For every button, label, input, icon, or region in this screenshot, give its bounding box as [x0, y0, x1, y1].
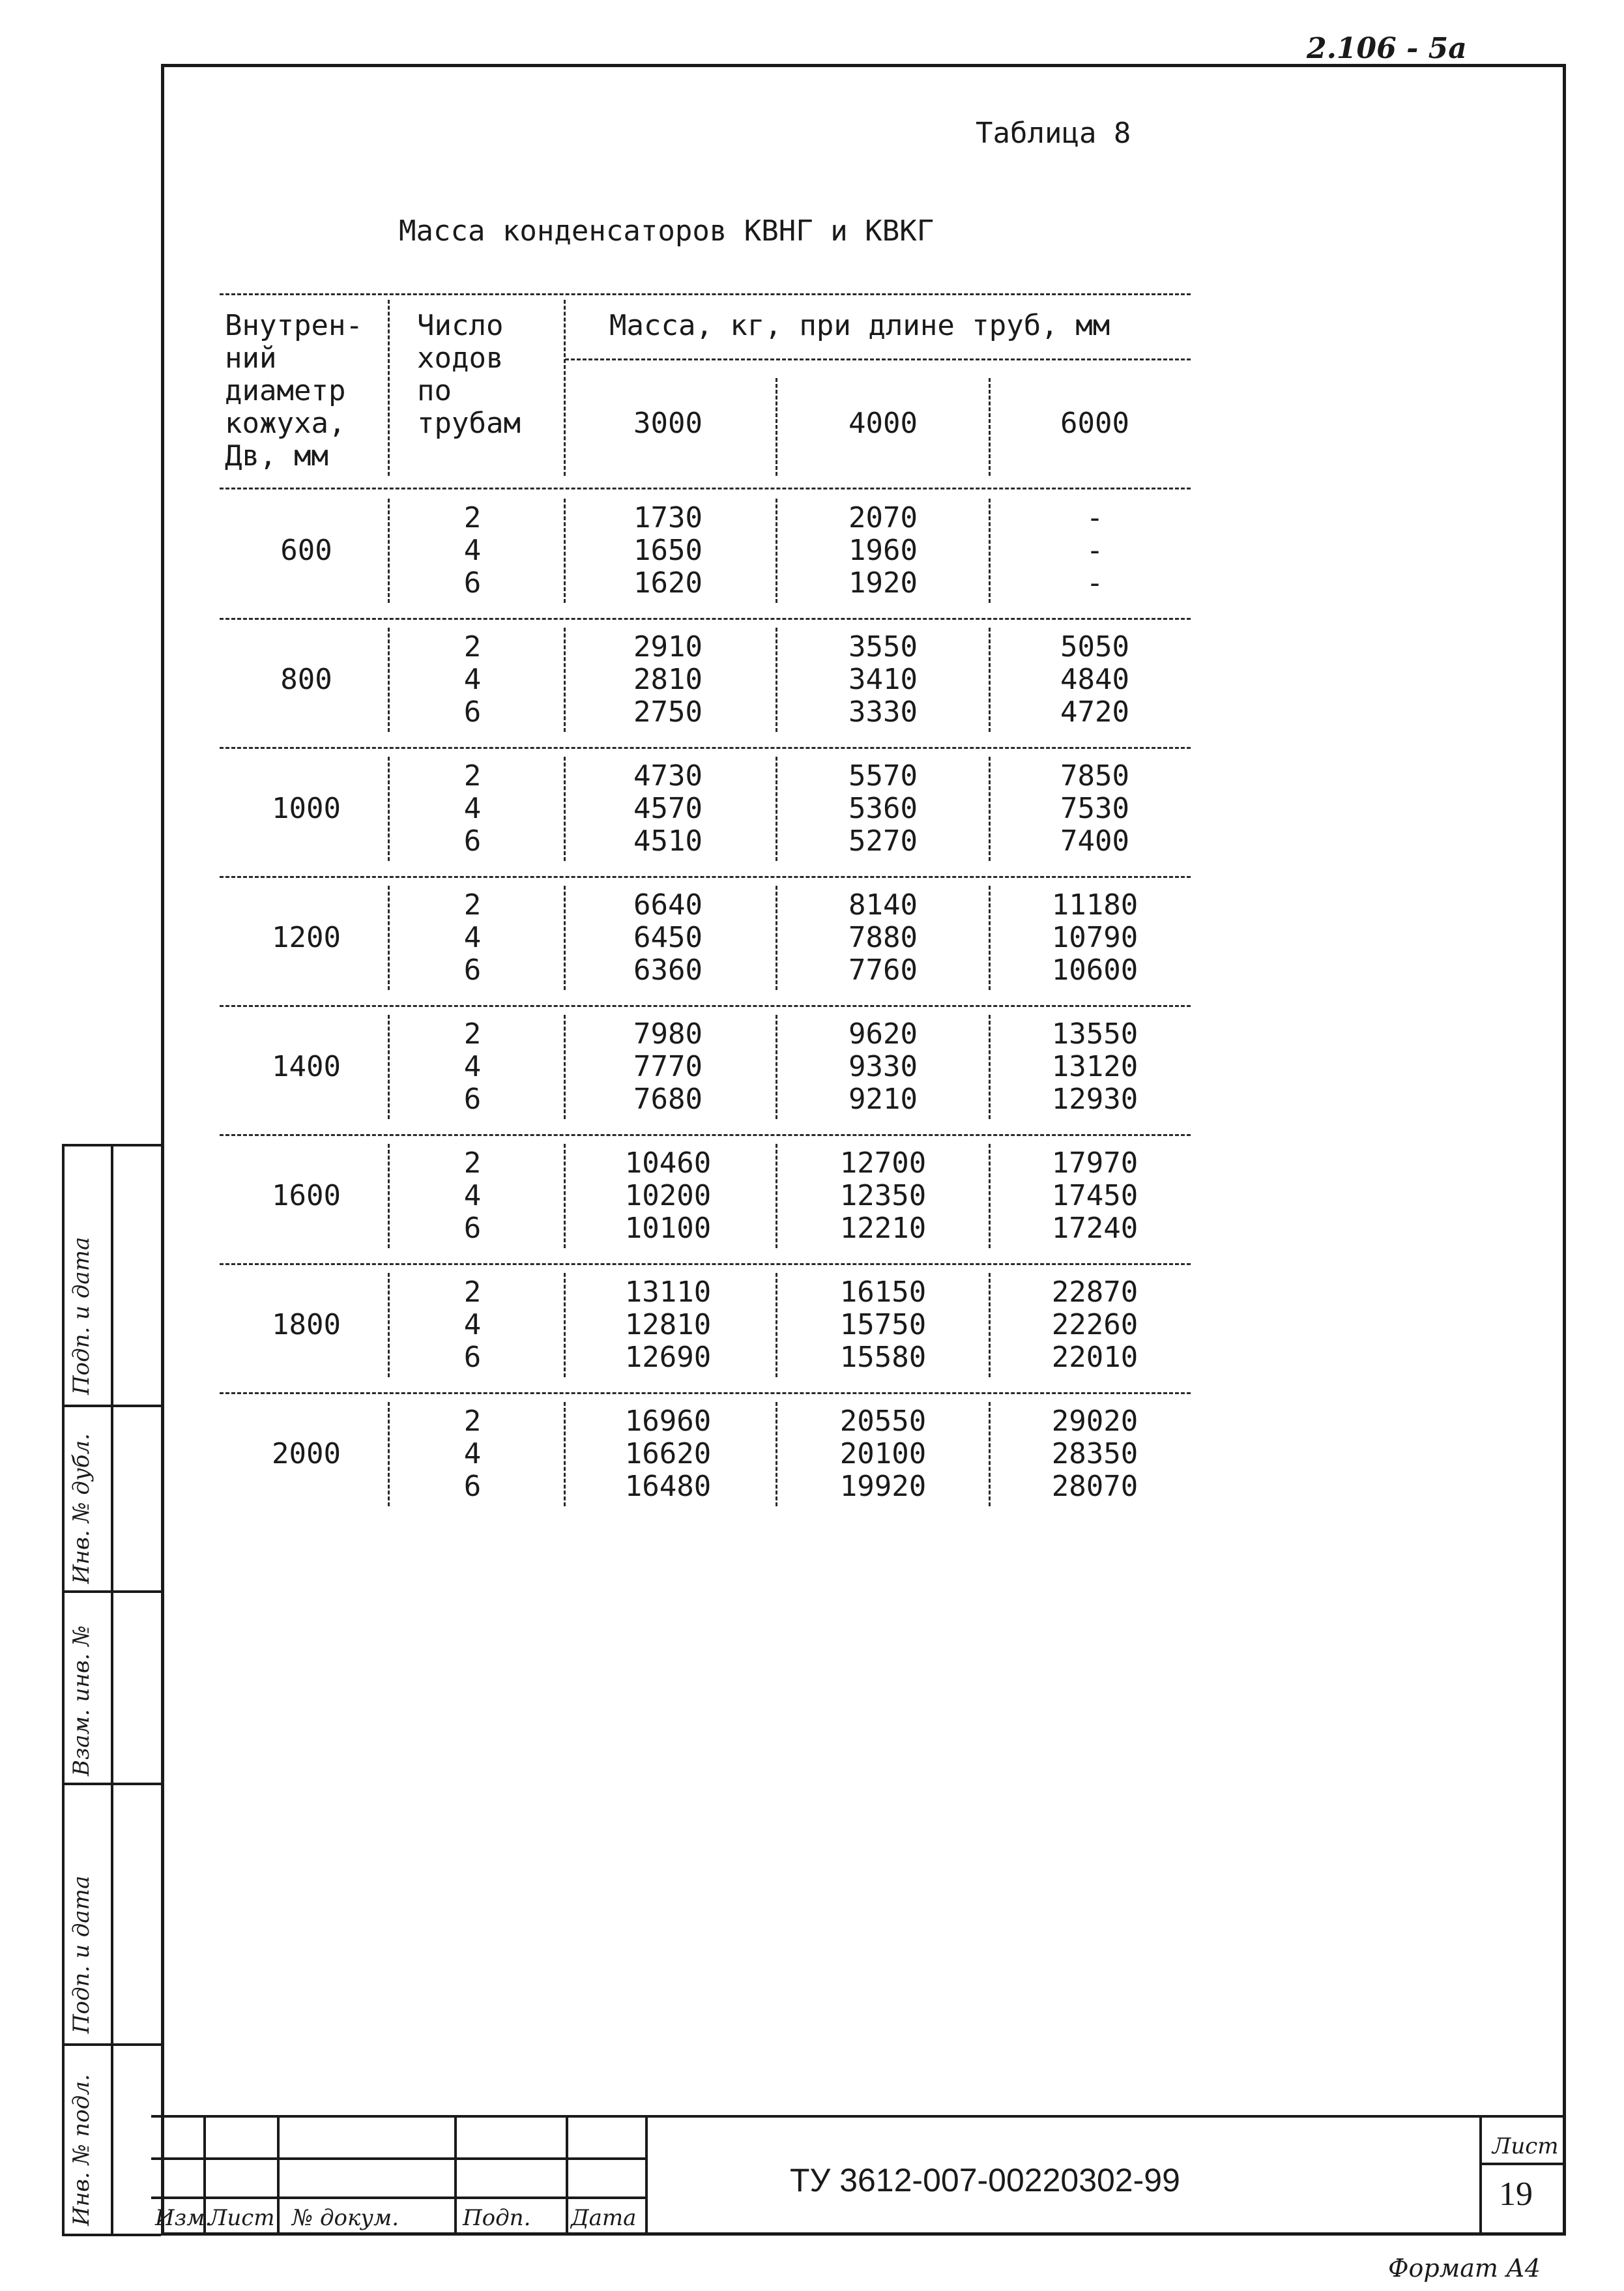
document-designation: ТУ 3612-007-00220302-99 [790, 2162, 1180, 2198]
cell-m6000: 17970 [1051, 1146, 1138, 1180]
cell-passes: 4 [463, 921, 482, 954]
cell-passes: 6 [463, 695, 482, 729]
cell-m4000: 20550 [839, 1405, 927, 1438]
cell-diameter: 1800 [272, 1308, 341, 1341]
cell-m3000: 12810 [624, 1308, 712, 1341]
row-divider [989, 499, 991, 603]
cell-passes: 2 [463, 1146, 482, 1180]
row-divider [388, 886, 390, 990]
row-divider [776, 499, 777, 603]
cell-m4000: 19920 [839, 1470, 927, 1503]
header-divider-3 [776, 378, 777, 476]
cell-m3000: 16480 [624, 1470, 712, 1503]
cell-passes: 2 [463, 759, 482, 793]
cell-m3000: 4570 [633, 792, 703, 825]
cell-passes: 4 [463, 1308, 482, 1341]
row-separator [220, 876, 1191, 878]
cell-diameter: 2000 [272, 1437, 341, 1470]
row-divider [989, 1144, 991, 1248]
cell-passes: 4 [463, 1179, 482, 1212]
row-divider [564, 1015, 566, 1119]
sheet-number: 19 [1499, 2176, 1533, 2213]
tb-col-5 [645, 2115, 648, 2234]
cell-m6000: 4840 [1060, 663, 1129, 696]
header-length-4000: 4000 [848, 407, 918, 440]
cell-m4000: 15750 [839, 1308, 927, 1341]
cell-m4000: 12700 [839, 1146, 927, 1180]
page-title: Масса конденсаторов КВНГ и КВКГ [399, 214, 935, 248]
cell-passes: 2 [463, 501, 482, 534]
cell-m4000: 3550 [848, 630, 918, 664]
row-divider [388, 1144, 390, 1248]
row-separator [220, 1392, 1191, 1394]
side-stamp-orig-inv: Инв. № подл. [68, 2074, 94, 2226]
cell-m4000: 20100 [839, 1437, 927, 1470]
cell-m4000: 5270 [848, 824, 918, 858]
title-block-row-2 [151, 2196, 646, 2199]
cell-m4000: 9330 [848, 1050, 918, 1083]
cell-m4000: 3410 [848, 663, 918, 696]
cell-passes: 6 [463, 954, 482, 987]
cell-m3000: 4510 [633, 824, 703, 858]
row-divider [776, 1402, 777, 1506]
cell-m6000: - [1086, 501, 1104, 534]
row-divider [564, 628, 566, 732]
cell-m4000: 12210 [839, 1212, 927, 1245]
cell-passes: 6 [463, 1470, 482, 1503]
cell-m3000: 2810 [633, 663, 703, 696]
cell-m3000: 6640 [633, 888, 703, 922]
row-separator [220, 618, 1191, 620]
cell-passes: 6 [463, 1083, 482, 1116]
side-stamp-top [62, 1144, 161, 1146]
tb-sheet-sep [1479, 2163, 1565, 2165]
tb-label-signature: Подп. [463, 2205, 531, 2231]
cell-m6000: 7850 [1060, 759, 1129, 793]
table-top-rule [220, 293, 1191, 295]
cell-passes: 6 [463, 566, 482, 600]
cell-m3000: 1650 [633, 534, 703, 567]
cell-passes: 4 [463, 1437, 482, 1470]
cell-m3000: 12690 [624, 1341, 712, 1374]
row-divider [388, 1402, 390, 1506]
cell-m6000: - [1086, 566, 1104, 600]
row-divider [776, 628, 777, 732]
cell-m4000: 12350 [839, 1179, 927, 1212]
cell-passes: 2 [463, 1017, 482, 1051]
cell-m3000: 7680 [633, 1083, 703, 1116]
row-divider [388, 628, 390, 732]
cell-diameter: 600 [280, 534, 332, 567]
tb-col-3 [454, 2115, 457, 2234]
cell-m4000: 1960 [848, 534, 918, 567]
cell-passes: 6 [463, 1212, 482, 1245]
cell-m6000: 22260 [1051, 1308, 1138, 1341]
format-note: Формат А4 [1388, 2254, 1541, 2283]
row-divider [989, 1015, 991, 1119]
cell-m3000: 2750 [633, 695, 703, 729]
cell-m3000: 10200 [624, 1179, 712, 1212]
cell-m3000: 2910 [633, 630, 703, 664]
side-stamp-sign-date-2: Подп. и дата [68, 1875, 94, 2034]
cell-m6000: 29020 [1051, 1405, 1138, 1438]
cell-m6000: - [1086, 534, 1104, 567]
cell-passes: 2 [463, 630, 482, 664]
cell-diameter: 1200 [272, 921, 341, 954]
tb-col-2 [277, 2115, 280, 2234]
row-divider [564, 499, 566, 603]
cell-m3000: 6360 [633, 954, 703, 987]
row-divider [776, 1015, 777, 1119]
header-mid-rule [565, 358, 1191, 360]
cell-m6000: 10790 [1051, 921, 1138, 954]
cell-m6000: 7530 [1060, 792, 1129, 825]
row-divider [776, 1144, 777, 1248]
row-divider [564, 1273, 566, 1377]
cell-m4000: 1920 [848, 566, 918, 600]
cell-m4000: 5360 [848, 792, 918, 825]
cell-passes: 4 [463, 663, 482, 696]
row-divider [989, 757, 991, 861]
side-stamp-bottom [62, 2234, 161, 2236]
cell-passes: 4 [463, 1050, 482, 1083]
row-divider [776, 886, 777, 990]
cell-m6000: 22010 [1051, 1341, 1138, 1374]
header-mass-group: Масса, кг, при длине труб, мм [609, 309, 1110, 342]
cell-m3000: 10100 [624, 1212, 712, 1245]
cell-m4000: 9620 [848, 1017, 918, 1051]
side-stamp-left-edge [62, 1144, 65, 2234]
row-divider [564, 1144, 566, 1248]
tb-label-sheet: Лист [209, 2205, 275, 2231]
row-divider [989, 1402, 991, 1506]
row-divider [776, 757, 777, 861]
row-divider [989, 886, 991, 990]
cell-m3000: 10460 [624, 1146, 712, 1180]
cell-m4000: 7760 [848, 954, 918, 987]
row-divider [388, 757, 390, 861]
title-block-top [151, 2115, 1565, 2118]
header-passes: Число ходов по трубам [417, 309, 521, 440]
cell-m4000: 5570 [848, 759, 918, 793]
cell-diameter: 800 [280, 663, 332, 696]
cell-m6000: 13120 [1051, 1050, 1138, 1083]
side-stamp-sep-4 [62, 2043, 161, 2046]
tb-sheet-col [1479, 2115, 1482, 2234]
cell-m6000: 7400 [1060, 824, 1129, 858]
row-divider [564, 1402, 566, 1506]
tb-label-doc-no: № докум. [292, 2205, 399, 2231]
cell-m6000: 4720 [1060, 695, 1129, 729]
cell-m3000: 7770 [633, 1050, 703, 1083]
cell-diameter: 1000 [272, 792, 341, 825]
cell-m4000: 2070 [848, 501, 918, 534]
side-stamp-sep-2 [62, 1590, 161, 1593]
cell-m6000: 22870 [1051, 1276, 1138, 1309]
side-stamp-replace-inv: Взам. инв. № [68, 1625, 94, 1776]
row-separator [220, 747, 1191, 749]
cell-m6000: 11180 [1051, 888, 1138, 922]
row-separator [220, 1005, 1191, 1007]
cell-m6000: 5050 [1060, 630, 1129, 664]
cell-m4000: 7880 [848, 921, 918, 954]
header-divider-1 [388, 300, 390, 476]
cell-m6000: 10600 [1051, 954, 1138, 987]
cell-m4000: 15580 [839, 1341, 927, 1374]
cell-passes: 6 [463, 1341, 482, 1374]
cell-m6000: 28350 [1051, 1437, 1138, 1470]
cell-m6000: 13550 [1051, 1017, 1138, 1051]
side-stamp-sign-date-1: Подп. и дата [68, 1236, 94, 1395]
cell-diameter: 1600 [272, 1179, 341, 1212]
cell-m4000: 9210 [848, 1083, 918, 1116]
cell-m4000: 3330 [848, 695, 918, 729]
cell-m4000: 16150 [839, 1276, 927, 1309]
row-divider [388, 1273, 390, 1377]
tb-sheet-label: Лист [1492, 2133, 1559, 2159]
header-divider-2 [564, 300, 566, 476]
cell-passes: 2 [463, 1276, 482, 1309]
row-separator [220, 1263, 1191, 1265]
tb-col-4 [566, 2115, 568, 2234]
cell-m3000: 16620 [624, 1437, 712, 1470]
cell-passes: 4 [463, 534, 482, 567]
cell-m3000: 4730 [633, 759, 703, 793]
side-stamp-mid-edge [111, 1144, 113, 2234]
header-length-3000: 3000 [633, 407, 703, 440]
cell-m6000: 12930 [1051, 1083, 1138, 1116]
row-divider [989, 628, 991, 732]
cell-m3000: 13110 [624, 1276, 712, 1309]
cell-passes: 2 [463, 1405, 482, 1438]
cell-passes: 4 [463, 792, 482, 825]
side-stamp-sep-1 [62, 1405, 161, 1407]
header-bottom-rule [220, 488, 1191, 489]
row-divider [564, 886, 566, 990]
cell-m3000: 7980 [633, 1017, 703, 1051]
row-divider [564, 757, 566, 861]
document-code-corner: 2.106 - 5a [1307, 32, 1467, 65]
row-divider [776, 1273, 777, 1377]
tb-label-change: Изм. [155, 2205, 212, 2231]
cell-m3000: 1620 [633, 566, 703, 600]
title-block-row-1 [151, 2157, 646, 2160]
tb-label-date: Дата [571, 2205, 637, 2231]
row-separator [220, 1134, 1191, 1136]
header-length-6000: 6000 [1060, 407, 1129, 440]
cell-m4000: 8140 [848, 888, 918, 922]
row-divider [989, 1273, 991, 1377]
row-divider [388, 499, 390, 603]
header-divider-4 [989, 378, 991, 476]
cell-m6000: 17450 [1051, 1179, 1138, 1212]
cell-m3000: 1730 [633, 501, 703, 534]
header-diameter: Внутрен- ний диаметр кожуха, Дв, мм [225, 309, 363, 473]
table-label: Таблица 8 [976, 117, 1131, 150]
cell-passes: 2 [463, 888, 482, 922]
side-stamp-sep-3 [62, 1783, 161, 1785]
row-divider [388, 1015, 390, 1119]
cell-diameter: 1400 [272, 1050, 341, 1083]
cell-passes: 6 [463, 824, 482, 858]
cell-m3000: 6450 [633, 921, 703, 954]
cell-m6000: 17240 [1051, 1212, 1138, 1245]
cell-m3000: 16960 [624, 1405, 712, 1438]
cell-m6000: 28070 [1051, 1470, 1138, 1503]
side-stamp-dup-inv: Инв. № дубл. [68, 1433, 94, 1584]
